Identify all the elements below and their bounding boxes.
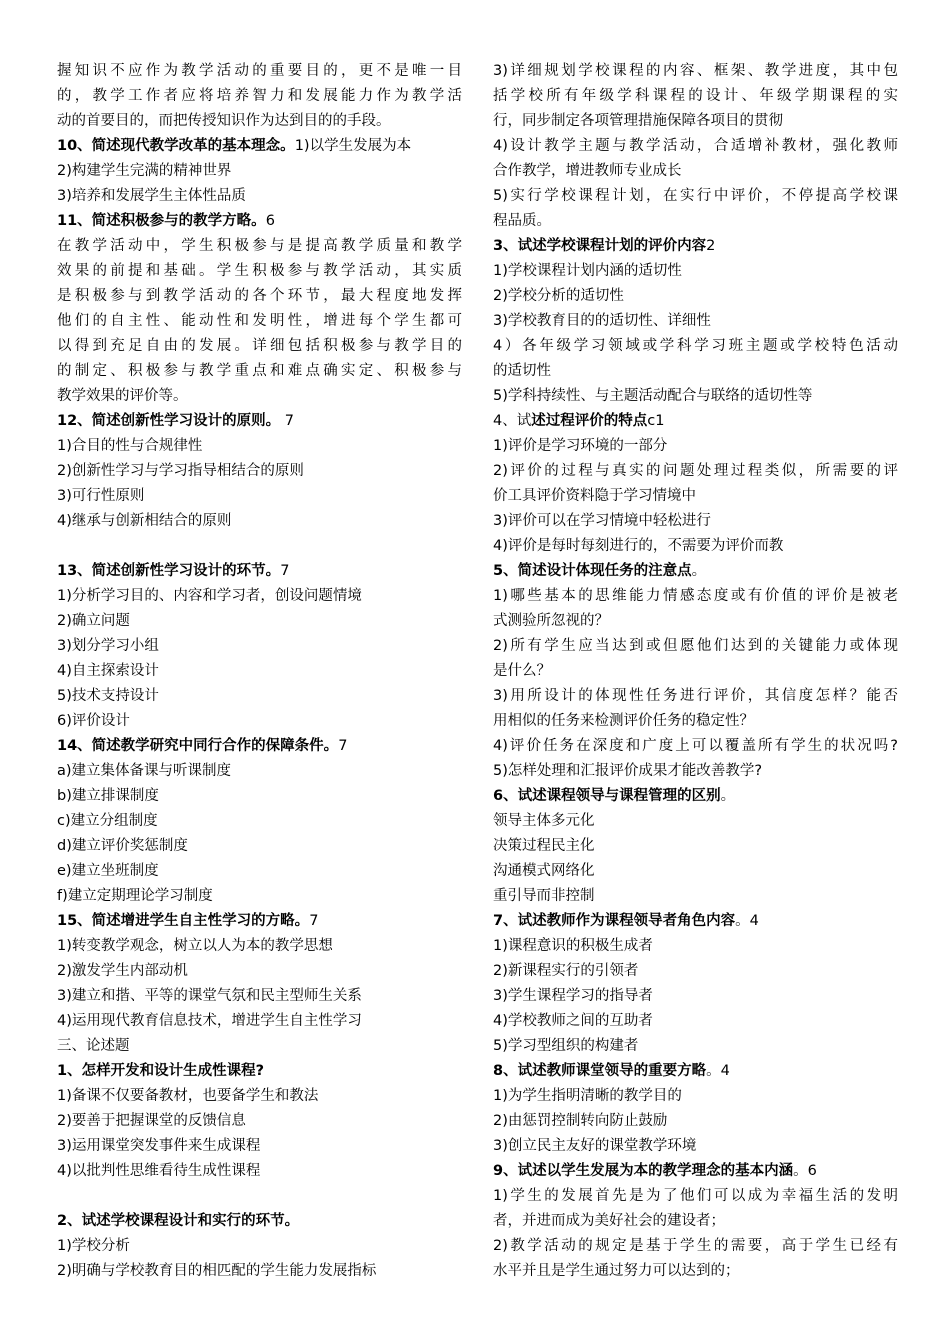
- text-line: [57, 309, 462, 334]
- line-text: c1: [647, 413, 665, 429]
- line-text: 动的首要目的，而把传授知识作为达到目的的手段。: [57, 113, 391, 129]
- text-line: [57, 634, 462, 659]
- text-line: [57, 834, 462, 859]
- line-text: 2)要善于把握课堂的反馈信息: [57, 1113, 246, 1129]
- heading-text: 5、简述设计体现任务的注意点: [493, 563, 692, 579]
- question-heading: [493, 559, 898, 584]
- line-text: 4)设计教学主题与教学活动，合适增补教材，强化教师: [493, 138, 898, 154]
- line-text: 括学校所有年级学科课程的设计、年级学期课程的实: [493, 88, 898, 104]
- text-line: [493, 634, 898, 659]
- line-text: 3)运用课堂突发事件来生成课程: [57, 1138, 261, 1154]
- text-line: [493, 884, 898, 909]
- line-text: 2: [706, 238, 716, 254]
- line-text: 2)由惩罚控制转向防止鼓励: [493, 1113, 668, 1129]
- line-text: 在教学活动中，学生积极参与是提高教学质量和教学: [57, 238, 462, 254]
- line-text: 5)实行学校课程计划，在实行中评价，不停提高学校课: [493, 188, 898, 204]
- line-text: 1)分析学习目的、内容和学习者，创设问题情境: [57, 588, 362, 604]
- text-line: [493, 1009, 898, 1034]
- line-text: 。: [691, 563, 707, 579]
- text-line: [493, 209, 898, 234]
- text-line: [493, 284, 898, 309]
- text-line: [493, 734, 898, 759]
- heading-text: 14、简述教学研究中同行合作的保障条件。: [57, 738, 339, 754]
- text-line: [57, 709, 462, 734]
- line-text: 1)合目的性与合规律性: [57, 438, 203, 454]
- text-line: [493, 59, 898, 84]
- question-heading: [493, 1059, 898, 1084]
- text-line: [57, 184, 462, 209]
- line-text: 教学效果的评价等。: [57, 388, 188, 404]
- text-line: [57, 1159, 462, 1184]
- line-text: 的制定、积极参与教学重点和难点确实定、积极参与: [57, 363, 462, 379]
- text-line: [493, 984, 898, 1009]
- line-text: 5)学科持续性、与主题活动配合与联络的适切性等: [493, 388, 813, 404]
- text-line: [57, 984, 462, 1009]
- text-line: [493, 434, 898, 459]
- text-line: [493, 384, 898, 409]
- text-line: [57, 1259, 462, 1284]
- question-heading: [493, 234, 898, 259]
- text-line: [57, 684, 462, 709]
- question-heading: [493, 409, 898, 434]
- text-line: [493, 484, 898, 509]
- text-line: [493, 809, 898, 834]
- line-text: 他们的自主性、能动性和发明性，增进每个学生都可: [57, 313, 462, 329]
- text-line: [493, 459, 898, 484]
- text-line: [57, 1234, 462, 1259]
- line-text: e)建立坐班制度: [57, 863, 159, 879]
- line-text: 1)课程意识的积极生成者: [493, 938, 653, 954]
- text-line: [493, 709, 898, 734]
- text-line: [493, 334, 898, 359]
- line-text: d)建立评价奖惩制度: [57, 838, 188, 854]
- text-line: [57, 259, 462, 284]
- line-text: 3)详细规划学校课程的内容、框架、教学进度，其中包: [493, 63, 898, 79]
- line-text: 。: [720, 788, 736, 804]
- text-line: [493, 859, 898, 884]
- text-line: [493, 684, 898, 709]
- line-text: 1)学校分析: [57, 1238, 130, 1254]
- text-line: [493, 1234, 898, 1259]
- text-line: [493, 1084, 898, 1109]
- heading-text: 3、试述学校课程计划的评价内容: [493, 238, 707, 254]
- line-text: 1)哪些基本的思维能力情感态度或有价值的评价是被老: [493, 588, 898, 604]
- heading-text: 2、试述学校课程设计和实行的环节。: [57, 1213, 300, 1229]
- text-line: [57, 284, 462, 309]
- line-text: 1)学校课程计划内涵的适切性: [493, 263, 682, 279]
- text-line: [493, 1184, 898, 1209]
- text-line: [57, 159, 462, 184]
- question-heading: [57, 1209, 462, 1234]
- line-text: 用相似的任务来检测评价任务的稳定性？: [493, 713, 754, 729]
- line-text: 是什么？: [493, 663, 551, 679]
- question-heading: [57, 409, 462, 434]
- question-heading: [57, 134, 462, 159]
- line-text: b)建立排课制度: [57, 788, 159, 804]
- line-text: 2)构建学生完满的精神世界: [57, 163, 232, 179]
- line-text: 2)明确与学校教育目的相匹配的学生能力发展指标: [57, 1263, 377, 1279]
- text-line: [57, 109, 462, 134]
- line-text: 1)评价是学习环境的一部分: [493, 438, 668, 454]
- text-line: [493, 1109, 898, 1134]
- line-text: 1)以学生发展为本: [294, 138, 412, 154]
- line-text: 2)新课程实行的引领者: [493, 963, 639, 979]
- line-text: 效果的前提和基础。学生积极参与教学活动，其实质: [57, 263, 462, 279]
- text-line: [493, 759, 898, 784]
- line-text: 4)运用现代教育信息技术，增进学生自主性学习: [57, 1013, 362, 1029]
- heading-text: 11、简述积极参与的教学方略。: [57, 213, 266, 229]
- text-line: [493, 134, 898, 159]
- line-text: 价工具评价资料隐于学习情境中: [493, 488, 696, 504]
- text-line: [57, 59, 462, 84]
- text-line: [57, 959, 462, 984]
- text-line: [57, 609, 462, 634]
- text-line: [493, 359, 898, 384]
- line-text: 1)转变教学观念，树立以人为本的教学思想: [57, 938, 333, 954]
- line-text: 。4: [735, 913, 759, 929]
- line-text: 三、论述题: [57, 1038, 130, 1054]
- line-text: 3)创立民主友好的课堂教学环境: [493, 1138, 697, 1154]
- line-text: 2)所有学生应当达到或但愿他们达到的关键能力或体现: [493, 638, 898, 654]
- question-heading: [57, 209, 462, 234]
- line-text: 4)以批判性思维看待生成性课程: [57, 1163, 261, 1179]
- left-column: [57, 59, 462, 1284]
- line-text: 7: [338, 738, 348, 754]
- text-line: [57, 1109, 462, 1134]
- text-line: [493, 834, 898, 859]
- line-text: 水平并且是学生通过努力可以达到的；: [493, 1263, 740, 1279]
- line-text: 重引导而非控制: [493, 888, 595, 904]
- line-text: 。4: [706, 1063, 730, 1079]
- text-line: [57, 359, 462, 384]
- text-line: [493, 1209, 898, 1234]
- heading-text: 10、简述现代教学改革的基本理念。: [57, 138, 295, 154]
- heading-text: 1、怎样开发和设计生成性课程?: [57, 1063, 264, 1079]
- line-text: 沟通模式网络化: [493, 863, 595, 879]
- heading-text: 8、试述教师课堂领导的重要方略: [493, 1063, 707, 1079]
- line-text: 3)学校教育目的的适切性、详细性: [493, 313, 711, 329]
- line-text: 2)评价的过程与真实的问题处理过程类似，所需要的评: [493, 463, 898, 479]
- line-text: 4）各年级学习领域或学科学习班主题或学校特色活动: [493, 338, 898, 354]
- question-heading: [57, 559, 462, 584]
- line-text: 4)学校教师之间的互助者: [493, 1013, 653, 1029]
- line-text: 者，并进而成为美好社会的建设者；: [493, 1213, 725, 1229]
- text-line: [57, 459, 462, 484]
- text-line: [493, 309, 898, 334]
- text-line: [493, 534, 898, 559]
- line-text: 3)建立和揩、平等的课堂气氛和民主型师生关系: [57, 988, 362, 1004]
- line-text: 合作教学，增进教师专业成长: [493, 163, 682, 179]
- question-heading: [493, 1159, 898, 1184]
- text-line: [493, 959, 898, 984]
- text-line: [493, 259, 898, 284]
- line-text: 领导主体多元化: [493, 813, 595, 829]
- text-line: [57, 859, 462, 884]
- line-text: 决策过程民主化: [493, 838, 595, 854]
- text-line: [57, 584, 462, 609]
- question-heading: [493, 784, 898, 809]
- heading-text: 述过程评价的特点: [531, 413, 648, 429]
- line-text: 式测验所忽视的？: [493, 613, 609, 629]
- line-text: a)建立集体备课与听课制度: [57, 763, 232, 779]
- question-heading: [57, 734, 462, 759]
- text-line: [57, 759, 462, 784]
- line-text: 2)创新性学习与学习指导相结合的原则: [57, 463, 304, 479]
- line-text: 4)评价是每时每刻进行的，不需要为评价而教: [493, 538, 784, 554]
- text-line: [57, 784, 462, 809]
- text-line: [57, 659, 462, 684]
- line-text: 3)培养和发展学生主体性品质: [57, 188, 246, 204]
- question-heading: [57, 909, 462, 934]
- line-text: 5)学习型组织的构建者: [493, 1038, 639, 1054]
- line-text: 1)备课不仅要备教材，也要备学生和教法: [57, 1088, 319, 1104]
- line-text: 7: [280, 413, 295, 429]
- line-text: 3)用所设计的体现性任务进行评价，其信度怎样？能否: [493, 688, 898, 704]
- text-line: [493, 184, 898, 209]
- heading-text: 9、试述以学生发展为本的教学理念的基本内涵: [493, 1163, 794, 1179]
- text-line: [493, 659, 898, 684]
- blank-line: [57, 534, 462, 559]
- line-text: 7: [280, 563, 290, 579]
- text-line: [57, 234, 462, 259]
- line-text: 是积极参与到教学活动的各个环节，最大程度地发挥: [57, 288, 462, 304]
- text-line: [57, 384, 462, 409]
- line-text: 的，教学工作者应将培养智力和发展能力作为教学活: [57, 88, 462, 104]
- line-text: f)建立定期理论学习制度: [57, 888, 213, 904]
- line-text: 2)激发学生内部动机: [57, 963, 188, 979]
- question-heading: [493, 909, 898, 934]
- line-text: 握知识不应作为教学活动的重要目的，更不是唯一目: [57, 63, 462, 79]
- line-text: 以得到充足自由的发展。详细包括积极参与教学目的: [57, 338, 462, 354]
- line-text: 程品质。: [493, 213, 551, 229]
- line-text: 7: [309, 913, 319, 929]
- text-line: [57, 509, 462, 534]
- heading-text: 12、简述创新性学习设计的原则。: [57, 413, 281, 429]
- line-text: 3)可行性原则: [57, 488, 145, 504]
- line-text: 3)划分学习小组: [57, 638, 159, 654]
- line-text: 4)评价任务在深度和广度上可以覆盖所有学生的状况吗?: [493, 738, 898, 754]
- line-text: 2)确立问题: [57, 613, 130, 629]
- line-text: 6: [265, 213, 275, 229]
- line-text: 2)教学活动的规定是基于学生的需要，高于学生已经有: [493, 1238, 898, 1254]
- line-text: 5)技术支持设计: [57, 688, 159, 704]
- text-line: [493, 1259, 898, 1284]
- question-heading: [57, 1059, 462, 1084]
- blank-line: [57, 1184, 462, 1209]
- line-text: 的适切性: [493, 363, 551, 379]
- line-text: 4)继承与创新相结合的原则: [57, 513, 232, 529]
- line-text: 3)评价可以在学习情境中轻松进行: [493, 513, 711, 529]
- line-text: 1)为学生指明清晰的教学目的: [493, 1088, 682, 1104]
- heading-text: 7、试述教师作为课程领导者角色内容: [493, 913, 736, 929]
- text-line: [57, 884, 462, 909]
- text-line: [493, 84, 898, 109]
- text-line: [493, 1034, 898, 1059]
- text-line: [493, 159, 898, 184]
- text-line: [57, 1009, 462, 1034]
- heading-text: 6、试述课程领导与课程管理的区别: [493, 788, 721, 804]
- line-text: 6)评价设计: [57, 713, 130, 729]
- heading-text: 13、简述创新性学习设计的环节。: [57, 563, 281, 579]
- text-line: [493, 609, 898, 634]
- right-column: [493, 59, 898, 1284]
- line-text: 行，同步制定各项管理措施保障各项目的贯彻: [493, 113, 783, 129]
- text-line: [493, 509, 898, 534]
- text-line: [493, 584, 898, 609]
- line-text: c)建立分组制度: [57, 813, 158, 829]
- text-line: [57, 1134, 462, 1159]
- text-line: [57, 1084, 462, 1109]
- line-text: 1)学生的发展首先是为了他们可以成为幸福生活的发明: [493, 1188, 898, 1204]
- text-line: [493, 109, 898, 134]
- text-line: [57, 84, 462, 109]
- line-text: 2)学校分析的适切性: [493, 288, 624, 304]
- line-text: 。6: [793, 1163, 817, 1179]
- text-line: [57, 809, 462, 834]
- line-text: 5)怎样处理和汇报评价成果才能改善教学?: [493, 763, 763, 779]
- text-line: [57, 434, 462, 459]
- text-line: [57, 484, 462, 509]
- text-line: [57, 334, 462, 359]
- line-text: 4)自主探索设计: [57, 663, 159, 679]
- line-text: 3)学生课程学习的指导者: [493, 988, 653, 1004]
- heading-prefix: 4、试: [493, 413, 532, 429]
- heading-text: 15、简述增进学生自主性学习的方略。: [57, 913, 310, 929]
- text-line: [57, 1034, 462, 1059]
- text-line: [57, 934, 462, 959]
- text-line: [493, 1134, 898, 1159]
- text-line: [493, 934, 898, 959]
